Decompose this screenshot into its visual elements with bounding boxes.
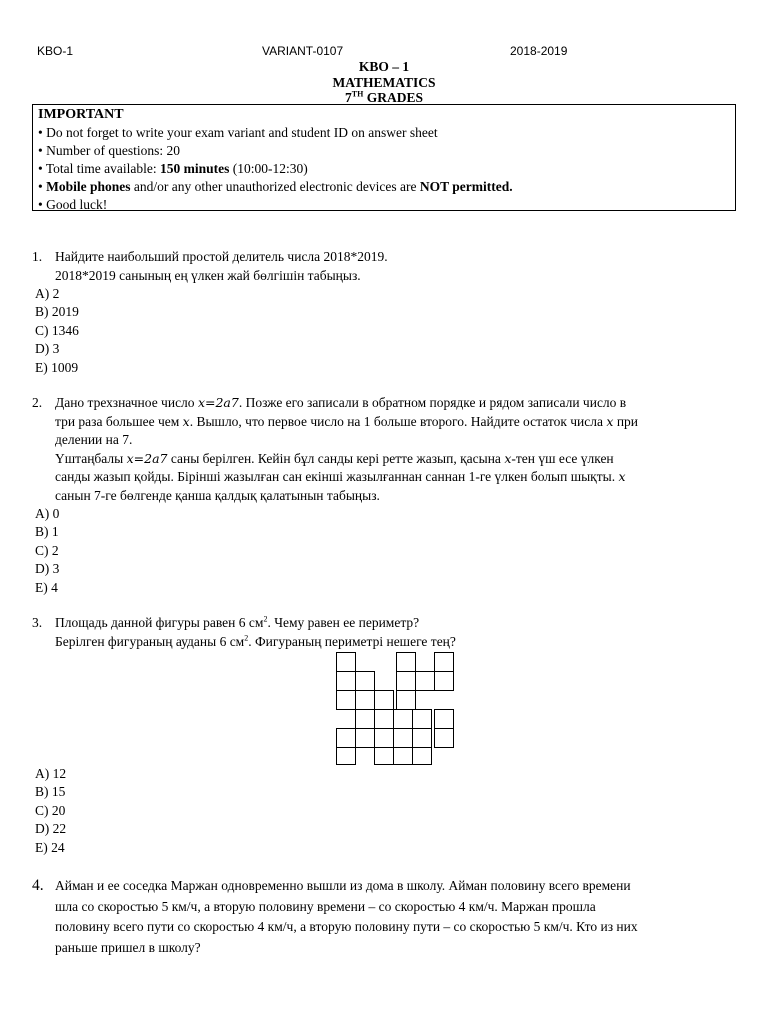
question-text-ru-1: Дано трехзначное число x=2a7. Позже его записали в обратном порядке и рядом записали число в: [55, 395, 627, 410]
question-text-kz: 2018*2019 санының ең үлкен жай бөлгішін табыңыз.: [55, 267, 361, 283]
important-item-1: • Do not forget to write your exam variant and student ID on answer sheet: [38, 125, 438, 140]
title-line2: MATHEMATICS: [332, 74, 436, 90]
grid-cell: [375, 748, 394, 765]
option-b: B) 15: [35, 784, 66, 800]
grid-cell: [413, 710, 432, 729]
question-number: 3.: [32, 615, 43, 630]
question-text-ru: Найдите наибольший простой делитель числа 2018*2019.: [55, 249, 388, 264]
important-box: [32, 104, 736, 211]
header-left: KBO-1: [37, 44, 74, 58]
q2-options: [35, 505, 59, 597]
question-text-1: Айман и ее соседка Маржан одновременно вышли из дома в школу. Айман половину всего времени: [55, 878, 631, 893]
question-text-kz-2: санды жазып қойды. Бірінші жазылған сан екінші жазылғаннан саннан 1-ге үлкен болып шықты. x: [55, 469, 626, 484]
question-text-ru-2: три раза большее чем x. Вышло, что первое число на 1 больше второго. Найдите остаток числа x при: [55, 413, 639, 429]
grid-cell: [356, 672, 375, 691]
question-text-ru: Площадь данной фигуры равен 6 $см^2$. Чему равен ее периметр?: [55, 614, 420, 630]
question-text-3: половину всего пути со скоростью 4 км/ч, а вторую половину пути – со скоростью 5 км/ч. Кто из них: [55, 919, 638, 934]
q3-options: [35, 765, 66, 857]
question-number: 1.: [32, 249, 43, 264]
important-item-2: • Number of questions: 20: [38, 143, 180, 158]
grid-cell: [375, 691, 394, 710]
option-a: A) 0: [35, 506, 60, 521]
grid-figure: [336, 652, 456, 766]
grid-cell: [394, 729, 413, 748]
grid-cell: [435, 729, 454, 748]
header-center: VARIANT-0107: [262, 44, 344, 58]
option-a: A) 12: [35, 766, 67, 781]
grid-cell: [356, 691, 375, 710]
grid-cell: [413, 748, 432, 765]
q1-options: [35, 285, 79, 377]
variable-expression: x=2a7: [197, 395, 239, 410]
grid-cell: [435, 653, 454, 672]
question-text-kz: Берілген фигураның ауданы 6 $см^2$. Фигураның периметрі нешеге тең?: [55, 633, 456, 649]
option-c: C) 2: [35, 542, 59, 558]
header-right: 2018-2019: [510, 44, 568, 58]
question-number: 4.: [32, 877, 44, 894]
question-text-ru-3: делении на 7.: [55, 432, 133, 447]
question-text-2: шла со скоростью 5 км/ч, а вторую половину времени – со скоростью 4 км/ч. Маржан прошла: [55, 898, 596, 914]
grid-cell: [435, 710, 454, 729]
option-a: A) 2: [35, 286, 60, 301]
option-b: B) 1: [35, 524, 59, 540]
question-text-kz-3: санын 7-ге бөлгенде қанша қалдық қалатынын табыңыз.: [55, 487, 380, 503]
grid-cell: [337, 672, 356, 691]
option-d: D) 3: [35, 341, 60, 357]
important-heading: IMPORTANT: [38, 107, 124, 122]
grid-cell: [394, 748, 413, 765]
grid-cell: [416, 672, 435, 691]
option-e: E) 4: [35, 579, 58, 595]
title-block: [0, 59, 768, 106]
grid-cell: [375, 710, 394, 729]
option-c: C) 20: [35, 802, 66, 818]
option-b: B) 2019: [35, 304, 79, 320]
question-2: [32, 394, 742, 505]
question-4: [32, 876, 742, 958]
grid-cell: [356, 710, 375, 729]
grid-cell: [394, 710, 413, 729]
title-line3: 7TH GRADES: [345, 89, 423, 105]
grid-cell: [435, 672, 454, 691]
option-e: E) 1009: [35, 359, 79, 375]
grid-cell: [337, 729, 356, 748]
grid-cell: [397, 653, 416, 672]
question-number: 2.: [32, 395, 43, 410]
option-d: D) 3: [35, 561, 60, 577]
grid-cell: [337, 653, 356, 672]
option-d: D) 22: [35, 821, 67, 837]
question-text-kz-1: Үштаңбалы x=2a7 саны берілген. Кейін бұл санды кері ретте жазып, қасына x-тен үш есе үлкен: [55, 450, 614, 466]
important-item-4: • Mobile phones and/or any other unauthorized electronic devices are NOT permitted.: [38, 179, 513, 194]
grid-cell: [356, 729, 375, 748]
question-3: [32, 614, 742, 651]
important-item-5: • Good luck!: [38, 197, 108, 212]
grid-cell: [337, 691, 356, 710]
grid-cell: [397, 672, 416, 691]
title-line1: KBO – 1: [358, 59, 410, 74]
question-1: [32, 248, 742, 285]
grid-cell: [413, 729, 432, 748]
grid-cell: [337, 748, 356, 765]
option-c: C) 1346: [35, 322, 79, 338]
option-e: E) 24: [35, 839, 65, 855]
grid-cell: [397, 691, 416, 710]
question-text-4: раньше пришел в школу?: [55, 939, 201, 955]
important-item-3: • Total time available: 150 minutes (10:00-12:30): [38, 161, 308, 176]
